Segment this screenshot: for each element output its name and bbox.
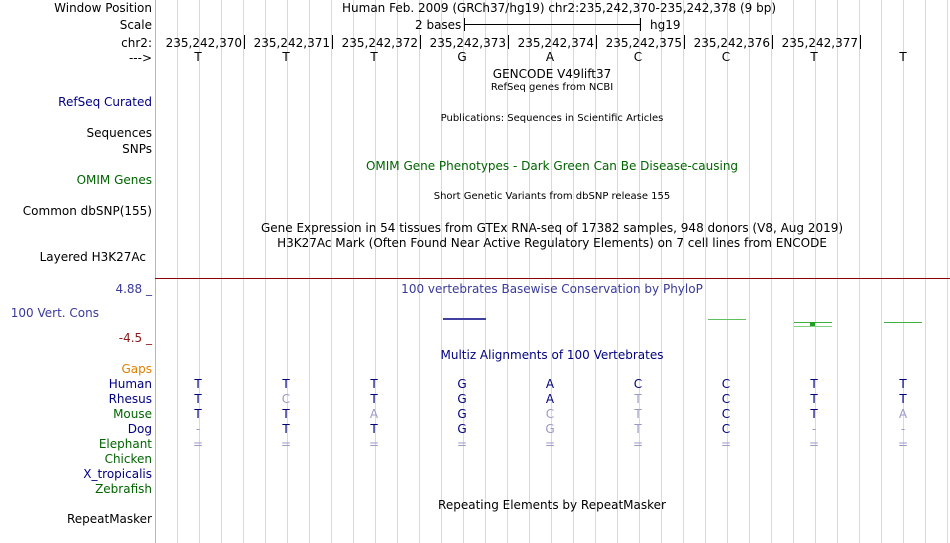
alignment-base: =	[632, 437, 644, 451]
h3k27ac-track-label[interactable]: Layered H3K27Ac	[39, 250, 146, 264]
scale-assembly: hg19	[650, 18, 681, 32]
grid-line	[419, 0, 420, 543]
alignment-base: T	[899, 392, 907, 406]
grid-line	[309, 0, 310, 543]
alignment-base: G	[457, 422, 467, 436]
phylop-max-label: 4.88 _	[115, 282, 152, 296]
grid-line	[243, 0, 244, 543]
alignment-base: =	[368, 437, 380, 451]
refseq-track-label[interactable]: RefSeq Curated	[58, 95, 152, 109]
grid-line	[463, 0, 464, 543]
left-margin-line	[155, 0, 156, 543]
species-label-mouse: Mouse	[113, 407, 152, 421]
grid-line	[837, 0, 838, 543]
sequence-base: T	[194, 50, 202, 64]
omim-caption: OMIM Gene Phenotypes - Dark Green Can Be Disease-causing	[365, 159, 739, 173]
alignment-base: A	[545, 392, 555, 406]
grid-line	[793, 0, 794, 543]
ruler-position-label: 235,242,372	[341, 36, 418, 50]
window-position-label: Window Position	[54, 1, 152, 15]
alignment-base: T	[634, 392, 642, 406]
grid-line	[617, 0, 618, 543]
alignment-base: T	[810, 407, 818, 421]
grid-line	[947, 0, 948, 543]
ruler-position-label: 235,242,373	[429, 36, 506, 50]
ruler-tick	[244, 35, 245, 49]
ruler-position-label: 235,242,377	[781, 36, 858, 50]
species-label-x_tropicalis: X_tropicalis	[83, 467, 152, 481]
grid-line	[705, 0, 706, 543]
species-label-elephant: Elephant	[98, 437, 152, 451]
alignment-base: A	[369, 407, 379, 421]
scale-label: Scale	[119, 18, 152, 32]
ruler-position-label: 235,242,370	[165, 36, 242, 50]
sequence-base: T	[810, 50, 818, 64]
sequence-base: C	[721, 50, 731, 64]
alignment-base: =	[808, 437, 820, 451]
species-label-zebrafish: Zebrafish	[95, 482, 152, 496]
alignment-base: A	[545, 377, 555, 391]
grid-line	[815, 0, 816, 543]
alignment-base: -	[811, 422, 817, 436]
alignment-base: C	[721, 377, 731, 391]
sequence-base: T	[370, 50, 378, 64]
grid-line	[353, 0, 354, 543]
grid-line	[441, 0, 442, 543]
species-label-chicken: Chicken	[104, 452, 152, 466]
alignment-base: T	[634, 422, 642, 436]
publications-caption: Publications: Sequences in Scientific Articles	[440, 113, 664, 124]
alignment-base: C	[633, 377, 643, 391]
h3k27ac-track-baseline	[155, 278, 950, 279]
grid-line	[375, 0, 376, 543]
ruler-tick	[420, 35, 421, 49]
grid-line	[639, 0, 640, 543]
ruler-position-label: 235,242,376	[693, 36, 770, 50]
phylop-caption: 100 vertebrates Basewise Conservation by PhyloP	[401, 282, 703, 296]
grid-line	[177, 0, 178, 543]
sequence-base: T	[282, 50, 290, 64]
alignment-base: C	[721, 422, 731, 436]
snps-track-label[interactable]: SNPs	[122, 142, 152, 156]
phylop-mark	[443, 318, 486, 320]
gtex-caption: Gene Expression in 54 tissues from GTEx RNA-seq of 17382 samples, 948 donors (V8, Aug 2019)	[260, 221, 844, 235]
grid-line	[199, 0, 200, 543]
scale-text: 2 bases	[415, 18, 462, 32]
sequence-base: A	[545, 50, 555, 64]
repeatmasker-track-label[interactable]: RepeatMasker	[66, 512, 152, 526]
gaps-label: Gaps	[121, 362, 152, 376]
alignment-base: T	[370, 392, 378, 406]
alignment-base: T	[370, 377, 378, 391]
alignment-base: T	[282, 407, 290, 421]
grid-line	[661, 0, 662, 543]
scale-bar	[464, 24, 641, 25]
grid-line	[397, 0, 398, 543]
alignment-base: T	[194, 377, 202, 391]
ruler-tick	[684, 35, 685, 49]
alignment-base: A	[898, 407, 908, 421]
sequence-base: G	[457, 50, 467, 64]
ruler-tick	[772, 35, 773, 49]
ruler-position-label: 235,242,371	[253, 36, 330, 50]
alignment-base: T	[194, 407, 202, 421]
species-label-dog: Dog	[127, 422, 152, 436]
scale-bar-right-tick	[640, 18, 641, 31]
alignment-base: T	[810, 392, 818, 406]
grid-line	[331, 0, 332, 543]
ruler-tick	[508, 35, 509, 49]
grid-line	[903, 0, 904, 543]
grid-line	[925, 0, 926, 543]
alignment-base: =	[192, 437, 204, 451]
alignment-base: T	[634, 407, 642, 421]
phylop-mark	[708, 319, 746, 320]
phylop-track-label[interactable]: 100 Vert. Cons	[10, 306, 99, 320]
grid-line	[749, 0, 750, 543]
ruler-tick	[860, 35, 861, 49]
grid-line	[287, 0, 288, 543]
alignment-base: -	[195, 422, 201, 436]
alignment-base: C	[281, 392, 291, 406]
sequence-base: T	[899, 50, 907, 64]
species-label-human: Human	[108, 377, 152, 391]
alignment-base: T	[899, 377, 907, 391]
alignment-base: T	[370, 422, 378, 436]
dbsnp-caption: Short Genetic Variants from dbSNP release 155	[433, 191, 671, 202]
phylop-min-label: -4.5 _	[118, 331, 152, 345]
sequences-track-label[interactable]: Sequences	[86, 126, 152, 140]
alignment-base: T	[282, 422, 290, 436]
alignment-base: T	[810, 377, 818, 391]
alignment-base: =	[720, 437, 732, 451]
alignment-base: =	[280, 437, 292, 451]
phylop-mark	[794, 326, 832, 327]
window-position-value: Human Feb. 2009 (GRCh37/hg19) chr2:235,242,370-235,242,378 (9 bp)	[342, 1, 777, 15]
h3k27ac-caption: H3K27Ac Mark (Often Found Near Active Regulatory Elements) on 7 cell lines from ENCODE	[277, 236, 827, 250]
alignment-base: =	[456, 437, 468, 451]
alignment-base: -	[900, 422, 906, 436]
ruler-position-label: 235,242,374	[517, 36, 594, 50]
alignment-base: C	[721, 407, 731, 421]
ruler-tick	[332, 35, 333, 49]
grid-line	[881, 0, 882, 543]
grid-line	[771, 0, 772, 543]
grid-line	[221, 0, 222, 543]
phylop-mark	[884, 322, 922, 323]
repeatmasker-caption: Repeating Elements by RepeatMasker	[438, 498, 666, 512]
grid-line	[485, 0, 486, 543]
strand-label: --->	[128, 51, 152, 65]
alignment-base: C	[545, 407, 555, 421]
refseq-caption: RefSeq genes from NCBI	[490, 82, 614, 93]
scale-bar-left-tick	[464, 18, 465, 31]
species-label-rhesus: Rhesus	[108, 392, 152, 406]
omim-track-label[interactable]: OMIM Genes	[76, 173, 152, 187]
ruler-position-label: 235,242,375	[605, 36, 682, 50]
grid-line	[727, 0, 728, 543]
alignment-base: G	[457, 377, 467, 391]
gencode-caption[interactable]: GENCODE V49lift37	[492, 67, 612, 81]
alignment-base: C	[721, 392, 731, 406]
grid-line	[859, 0, 860, 543]
alignment-base: =	[544, 437, 556, 451]
grid-line	[683, 0, 684, 543]
grid-line	[265, 0, 266, 543]
dbsnp-track-label[interactable]: Common dbSNP(155)	[22, 204, 152, 218]
alignment-base: T	[194, 392, 202, 406]
ruler-tick	[596, 35, 597, 49]
alignment-base: G	[457, 407, 467, 421]
alignment-base: G	[545, 422, 555, 436]
alignment-base: G	[457, 392, 467, 406]
multiz-caption: Multiz Alignments of 100 Vertebrates	[440, 348, 664, 362]
alignment-base: T	[282, 377, 290, 391]
sequence-base: C	[633, 50, 643, 64]
alignment-base: =	[897, 437, 909, 451]
chrom-label: chr2:	[121, 36, 152, 50]
